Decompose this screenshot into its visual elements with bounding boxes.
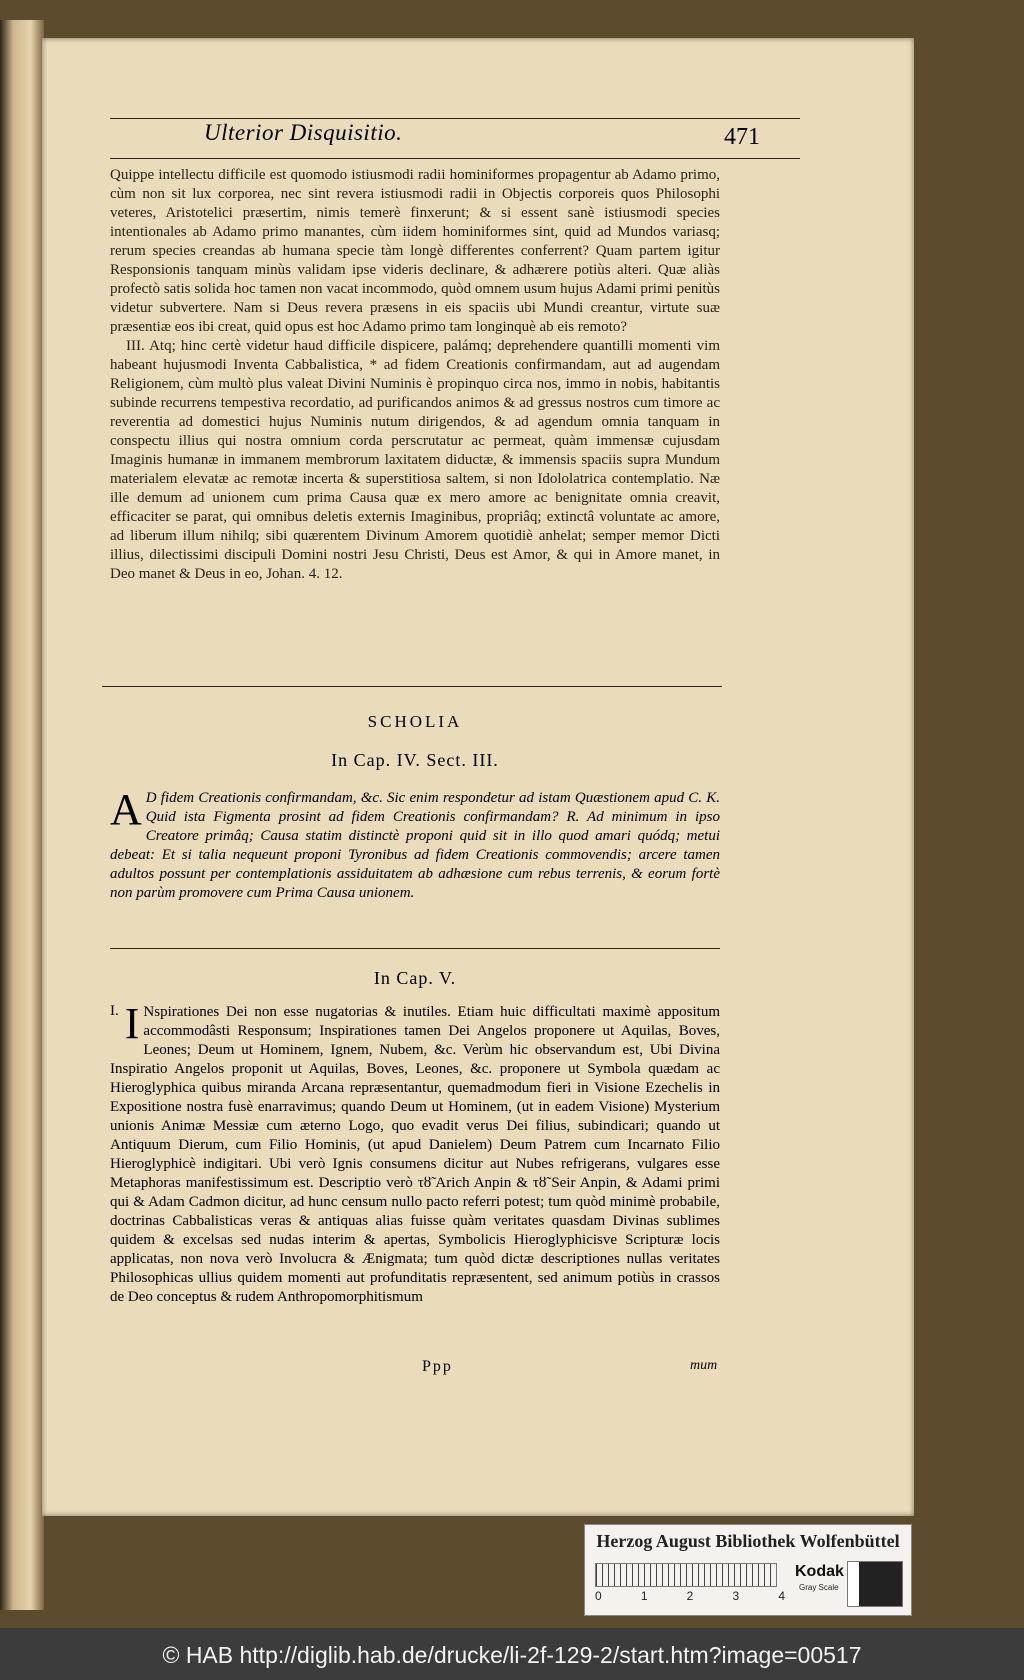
section-rule-1 (102, 686, 722, 687)
header-rule-top (110, 118, 800, 119)
gray-swatch (847, 1561, 903, 1607)
ruler-numbers (595, 1589, 785, 1603)
cap5-section (110, 968, 720, 1307)
main-text (110, 166, 720, 584)
section-rule-2 (110, 948, 720, 949)
scholia-section (110, 712, 720, 903)
drop-cap-i: I (124, 999, 140, 1048)
cap5-body (110, 999, 720, 1307)
gray-scale-label: Gray Scale (799, 1583, 839, 1592)
scholia-subtitle: In Cap. IV. Sect. III. (331, 750, 499, 770)
scholia-body (110, 785, 720, 903)
page-number: 471 (724, 124, 760, 150)
scale-number: 1 (640, 1589, 648, 1603)
ruler-scale (595, 1563, 777, 1587)
scale-number: 3 (732, 1589, 740, 1603)
scale-number: 0 (595, 1589, 602, 1603)
signature-mark: Ppp (422, 1358, 453, 1375)
scholia-text: D fidem Creationis confirmandam, &c. Sic enim respondetur ad istam Quæstionem apud C. K. Quid ista Figmenta prosint ad fidem Creationis confirmandam? R. Ad minimum in ipso Creatore primâq; Causa statim distinctè proponi quid sit in illo quod amari quódq; metui debeat: Et si talia nequeunt proponi Tyronibus ad fidem Creationis commovendis; arcere tamen adultos possunt per contemplationis assiduitatem ab adhæsione cum rebus terrenis, & eorum fortè non parùm promovere cum Prima Causa unionem. (110, 790, 720, 901)
scale-number: 4 (778, 1589, 785, 1603)
cap5-title: In Cap. V. (373, 968, 457, 988)
header-rule-bottom (110, 158, 800, 159)
catchword: mum (690, 1358, 718, 1373)
scale-number: 2 (686, 1589, 694, 1603)
book-gutter (0, 20, 44, 1610)
drop-cap-a: A (110, 785, 142, 834)
paragraph-2: III. Atq; hinc certè videtur haud difficile dispicere, palámq; deprehendere quantilli momenti vim habeant hujusmodi Inventa Cabbalistica, * ad fidem Creationis confirmandam, aut ad augendam Religionem, cùm multò plus valeat Divini Numinis è propinquo circa nos, immo in nobis, habitantis subinde recurrens tempestiva recordatio, ad purificandos animos & ad gressus nostros cum timore ac reverentia ad domestici hujus Numinis nutum dirigendos, & ad agendum omnia tanquam in conspectu illius qui nostra omnium corda perscrutatur ac permeat, quàm immensæ cujusdam Imaginis humanæ in immanem membrorum laxitatem diductæ, & immensis spaciis supra Mundum materialem elevatæ ac remotæ incerta & superstitiosa saltem, si non Idololatrica contemplatio. Næ ille demum ad unionem cum prima Causa quæ ex mero amore ac benignitate omnia creavit, efficaciter se parat, qui omnibus deletis externis Imaginibus, propriâq; extinctâ voluntate ac amore, ad liberum illum nihilq; sibi quærentem Divinum Amorem quotidiè anhelat; semper memor Dicti illius, dilectissimi discipuli Domini nostri Jesu Christi, Deus est Amor, & qui in Amore manet, in Deo manet & Deus in eo, Johan. 4. 12. (110, 338, 720, 582)
kodak-brand: Kodak (795, 1563, 844, 1580)
scholia-title: SCHOLIA (367, 712, 463, 731)
running-title: Ulterior Disquisitio. (204, 120, 403, 145)
paragraph-1: Quippe intellectu difficile est quomodo istiusmodi radii hominiformes propagentur ab Adamo primo, cùm non sit lux corporea, nec sint revera istiusmodi radii in Objectis corporeis quos Philosophi veteres, Aristotelici præsertim, nimis temerè finxerunt; & si essent sanè istiusmodi species intentionales ab Adamo primo manantes, cùm iidem hominiformes sint, quid ad Mundos variasq; rerum species creandas ab humana specie tàm longè differentes conferrent? Quam partem igitur Responsionis tanquam minùs validam ipse videris declinare, & adhærere potiùs alteri. Quæ aliàs profectò satis solida hoc tamen non vacat incommodo, quòd omnem usum hujus Adami primi penitùs videtur subvertere. Nam si Deus revera præsens in eis spaciis ubi Mundi creantur, virtute suæ præsentiæ eos ibi creat, quid opus est hoc Adamo primo tam longinquè ab eis remoto? (110, 167, 720, 335)
library-name: Herzog August Bibliothek Wolfenbüttel (596, 1531, 900, 1551)
library-label (584, 1524, 912, 1616)
cap5-text: Nspirationes Dei non esse nugatorias & inutiles. Etiam huic difficultati maximè appositum accommodâsti Responsum; Inspirationes tamen Dei Angelos proponere ut Aquilas, Boves, Leones; Deum ut Hominem, Ignem, Nubem, &c. Verùm hic observandum est, Ubi Divina Inspiratio Angelos proponit ut Aquilas, Boves, Leones, &c. proponere ut Symbola quædam ac Hieroglyphica quibus miranda Arcana repræsentantur, quemadmodum fieri in Visione Ezechelis in Expositione nostra fusè enarravimus; quando Deum ut Hominem, (ut in eadem Visione) Mysterium unionis Animæ Messiæ cum æterno Logo, quo evadit verus Dei filius, subindicari; quando ut Antiquum Dierum, cum Filio Hominis, (ut apud Danielem) Deum Patrem cum Incarnato Filio Hieroglyphicè indigitari. Ubi verò Ignis consumens dicitur aut Nubes refrigerans, vulgares esse Metaphoras manifestissimum est. Descriptio verò τȣ̃ Arich Anpin & τȣ̃ Seir Anpin, & Adami primi qui & Adam Cadmon dicitur, ad hunc censum nullo pacto referri potest; tum quòd minimè probabile, doctrinas Cabbalisticas veras & antiquas alias fuisse quàm veritates quasdam Divinas sublimes quidem & excelsas sed nudas interim & apertas, Symbolicis Hieroglyphicisve Scripturæ locis applicatas, non nova verò Involucra & Ænigmata; tum quòd dictæ descriptiones nullas veritates Philosophicas ullius quidem momenti aut profunditatis repræsentent, sed animum potiùs in crassos de Deo conceptus & rudem Anthropomorphitismum (110, 1004, 720, 1305)
copyright-footer: © HAB http://diglib.hab.de/drucke/li-2f-129-2/start.htm?image=00517 (0, 1630, 1024, 1680)
cap5-number: I. (110, 1003, 119, 1019)
